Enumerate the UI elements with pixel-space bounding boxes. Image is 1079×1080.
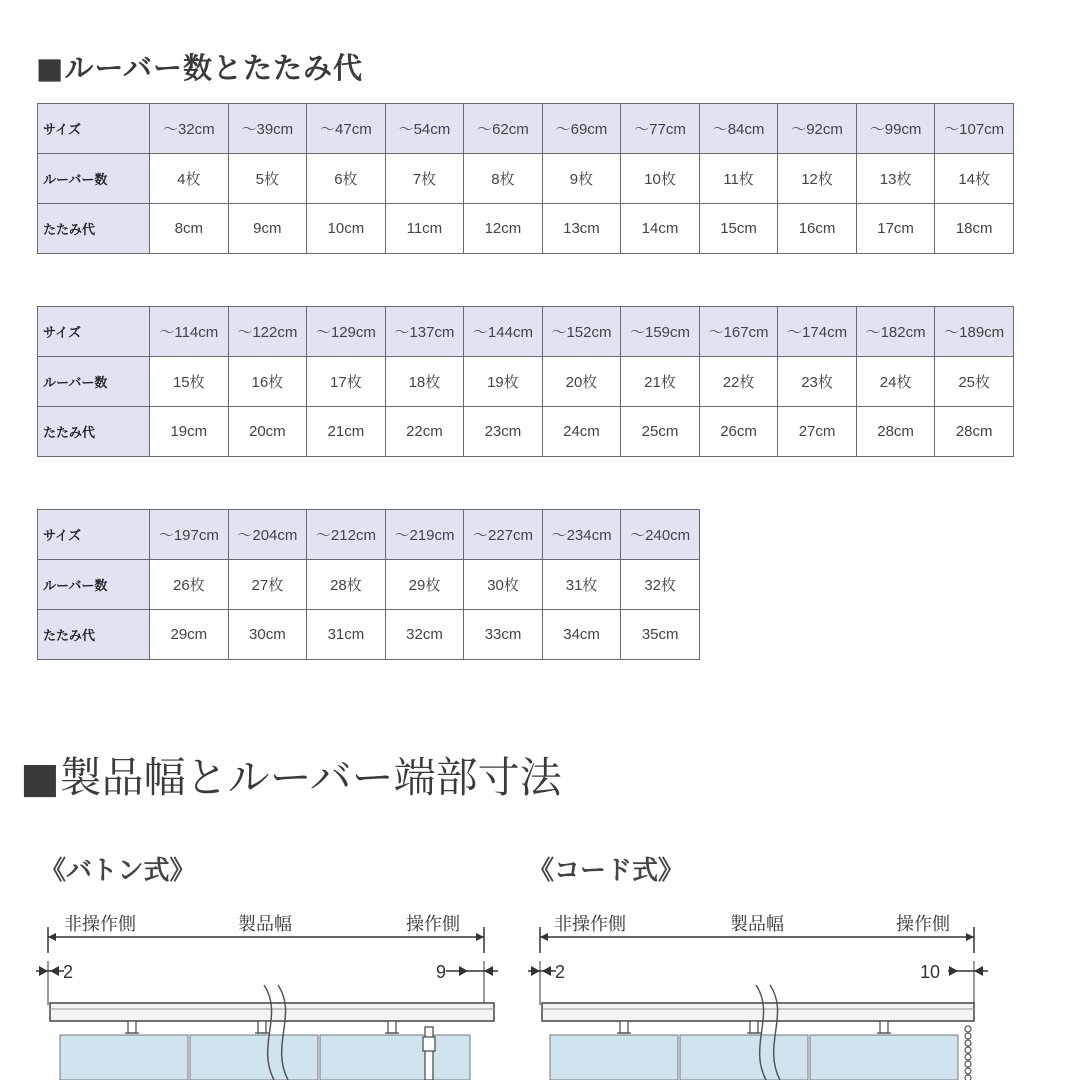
row-header: たたみ代	[38, 610, 150, 660]
table-cell: 19cm	[150, 407, 229, 457]
table-cell: ～77cm	[621, 104, 700, 154]
table-cell: 16cm	[778, 204, 857, 254]
table-cell: ～182cm	[856, 307, 935, 357]
table-cell: ～197cm	[150, 510, 229, 560]
table-cell: ～129cm	[307, 307, 386, 357]
table-cell: 21cm	[307, 407, 386, 457]
size-row	[38, 104, 1014, 154]
baton-type-title: 《バトン式》	[40, 856, 196, 886]
table-cell: 25cm	[621, 407, 700, 457]
table-cell: ～167cm	[699, 307, 778, 357]
table-cell: 26cm	[699, 407, 778, 457]
table-cell: 9枚	[542, 154, 621, 204]
table-cell: 12cm	[464, 204, 543, 254]
table-cell: 10枚	[621, 154, 700, 204]
table-cell: 30cm	[228, 610, 307, 660]
louver-table-1	[37, 103, 1014, 254]
table-cell: 29枚	[385, 560, 464, 610]
left-gap-value: 2	[63, 962, 74, 982]
table-cell: ～107cm	[935, 104, 1014, 154]
cord-dimension-diagram	[528, 905, 998, 1080]
table-cell: 15枚	[150, 357, 229, 407]
product-width-label: 製品幅	[238, 914, 292, 935]
row-header: たたみ代	[38, 407, 150, 457]
stack-width-row	[38, 407, 1014, 457]
table-cell: ～62cm	[464, 104, 543, 154]
operation-side-label: 操作側	[406, 914, 460, 935]
table-cell: 8cm	[150, 204, 229, 254]
table-cell: 32cm	[385, 610, 464, 660]
table-cell: ～84cm	[699, 104, 778, 154]
table-cell: ～240cm	[621, 510, 700, 560]
table-cell: ～39cm	[228, 104, 307, 154]
row-header: ルーバー数	[38, 357, 150, 407]
table-cell: ～204cm	[228, 510, 307, 560]
table-cell: 8枚	[464, 154, 543, 204]
table-cell: 31cm	[307, 610, 386, 660]
non-operation-side-label: 非操作側	[64, 914, 136, 935]
table-cell: 20枚	[542, 357, 621, 407]
right-gap-value: 9	[436, 962, 447, 982]
table-cell: 19枚	[464, 357, 543, 407]
louver-table-3	[37, 509, 700, 660]
table-cell: 11cm	[385, 204, 464, 254]
table-cell: ～174cm	[778, 307, 857, 357]
table-cell: 9cm	[228, 204, 307, 254]
table-cell: 23枚	[778, 357, 857, 407]
table-cell: 31枚	[542, 560, 621, 610]
cord-type-title: 《コード式》	[528, 856, 685, 886]
row-header: たたみ代	[38, 204, 150, 254]
table-cell: 27枚	[228, 560, 307, 610]
louver-count-row	[38, 560, 700, 610]
right-gap-value: 10	[920, 962, 941, 982]
table-cell: 35cm	[621, 610, 700, 660]
table-cell: 22枚	[699, 357, 778, 407]
table-cell: ～92cm	[778, 104, 857, 154]
table-cell: ～99cm	[856, 104, 935, 154]
left-gap-value: 2	[555, 962, 566, 982]
table-cell: 6枚	[307, 154, 386, 204]
table-cell: 28cm	[935, 407, 1014, 457]
table-cell: 23cm	[464, 407, 543, 457]
table-cell: ～227cm	[464, 510, 543, 560]
louver-count-row	[38, 154, 1014, 204]
table-cell: 28cm	[856, 407, 935, 457]
table-cell: ～144cm	[464, 307, 543, 357]
row-header: サイズ	[38, 104, 150, 154]
table-cell: 30枚	[464, 560, 543, 610]
baton-dimension-diagram	[36, 905, 506, 1080]
non-operation-side-label: 非操作側	[554, 914, 626, 935]
table-cell: 33cm	[464, 610, 543, 660]
table-cell: 13枚	[856, 154, 935, 204]
louver-count-row	[38, 357, 1014, 407]
table-cell: 15cm	[699, 204, 778, 254]
table-cell: ～54cm	[385, 104, 464, 154]
table-cell: ～219cm	[385, 510, 464, 560]
size-row	[38, 510, 700, 560]
table-cell: 34cm	[542, 610, 621, 660]
table-cell: 16枚	[228, 357, 307, 407]
stack-width-row	[38, 610, 700, 660]
table-cell: 10cm	[307, 204, 386, 254]
table-cell: 25枚	[935, 357, 1014, 407]
table-cell: ～212cm	[307, 510, 386, 560]
table-cell: 20cm	[228, 407, 307, 457]
table-cell: ～137cm	[385, 307, 464, 357]
table-cell: ～122cm	[228, 307, 307, 357]
table-cell: 29cm	[150, 610, 229, 660]
table-cell: ～47cm	[307, 104, 386, 154]
table-cell: 11枚	[699, 154, 778, 204]
dimension-heading: ■製品幅とルーバー端部寸法	[20, 753, 562, 802]
table-cell: ～114cm	[150, 307, 229, 357]
table-cell: 7枚	[385, 154, 464, 204]
table-cell: 17枚	[307, 357, 386, 407]
table-cell: 12枚	[778, 154, 857, 204]
table-cell: ～32cm	[150, 104, 229, 154]
operation-side-label: 操作側	[896, 914, 950, 935]
table-cell: 28枚	[307, 560, 386, 610]
table-cell: 32枚	[621, 560, 700, 610]
table-cell: ～69cm	[542, 104, 621, 154]
table-cell: ～234cm	[542, 510, 621, 560]
stack-width-row	[38, 204, 1014, 254]
table-cell: ～159cm	[621, 307, 700, 357]
table-cell: 14枚	[935, 154, 1014, 204]
louver-table-heading: ■ルーバー数とたたみ代	[36, 51, 363, 85]
table-cell: 18cm	[935, 204, 1014, 254]
table-cell: 13cm	[542, 204, 621, 254]
table-cell: 5枚	[228, 154, 307, 204]
row-header: サイズ	[38, 510, 150, 560]
table-cell: 22cm	[385, 407, 464, 457]
table-cell: 24枚	[856, 357, 935, 407]
louver-table-2	[37, 306, 1014, 457]
product-width-label: 製品幅	[730, 914, 784, 935]
size-row	[38, 307, 1014, 357]
table-cell: ～189cm	[935, 307, 1014, 357]
table-cell: 27cm	[778, 407, 857, 457]
table-cell: 4枚	[150, 154, 229, 204]
table-cell: ～152cm	[542, 307, 621, 357]
table-cell: 24cm	[542, 407, 621, 457]
table-cell: 26枚	[150, 560, 229, 610]
row-header: ルーバー数	[38, 154, 150, 204]
table-cell: 18枚	[385, 357, 464, 407]
row-header: サイズ	[38, 307, 150, 357]
row-header: ルーバー数	[38, 560, 150, 610]
table-cell: 17cm	[856, 204, 935, 254]
table-cell: 21枚	[621, 357, 700, 407]
table-cell: 14cm	[621, 204, 700, 254]
